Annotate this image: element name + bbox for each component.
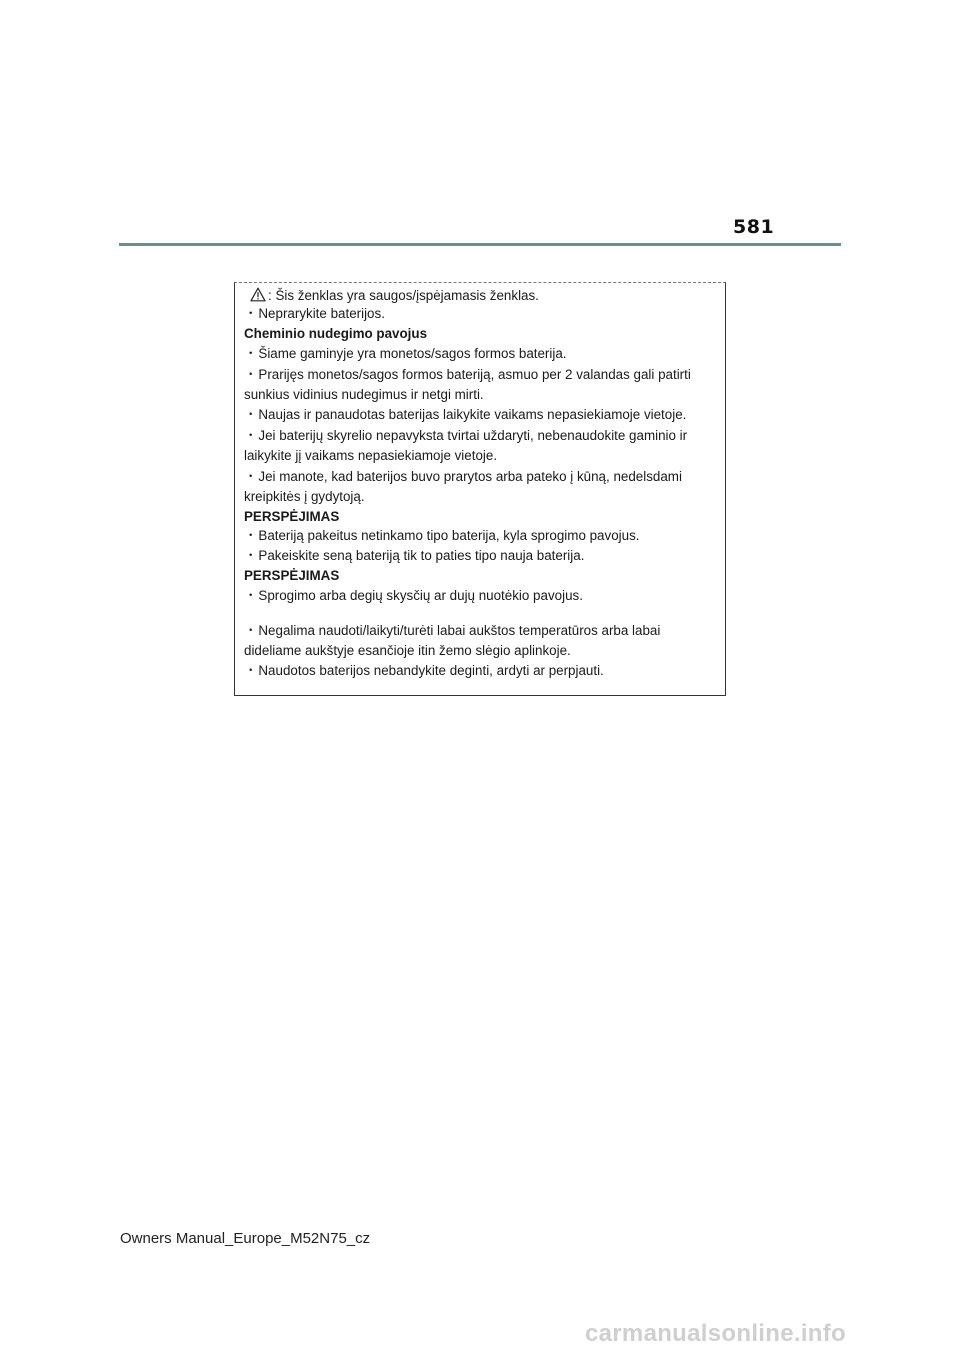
warning-line-text: ・ Sprogimo arba degių skysčių ar dujų nuotėkio pavojus. [244, 588, 583, 603]
warning-line-text: ・ Neprarykite baterijos. [244, 306, 385, 321]
warning-line-text: dideliame aukštyje esančioje itin žemo slėgio aplinkoje. [244, 643, 571, 658]
safety-symbol-text: : Šis ženklas yra saugos/įspėjamasis ženklas. [268, 288, 539, 303]
warning-line-text: Cheminio nudegimo pavojus [244, 326, 428, 341]
battery-warning-box [234, 282, 726, 696]
warning-line-text: ・ Pakeiskite seną bateriją tik to paties tipo nauja baterija. [244, 548, 584, 563]
warning-line [244, 306, 385, 322]
warning-line-text: ・ Naudotos baterijos nebandykite deginti, ardyti ar perpjauti. [244, 663, 604, 678]
footer-manual-id: Owners Manual_Europe_M52N75_cz [120, 1230, 371, 1247]
warning-line [244, 367, 691, 383]
warning-line [244, 643, 571, 659]
warning-line-text: ・ Naujas ir panaudotas baterijas laikykite vaikams nepasiekiamoje vietoje. [244, 407, 686, 422]
warning-line-text: kreipkitės į gydytoją. [244, 489, 365, 504]
warning-line [244, 663, 604, 679]
watermark: carmanualsonline.info [585, 1320, 847, 1347]
warning-line [244, 387, 484, 403]
safety-symbol-line [250, 287, 539, 306]
warning-heading [244, 568, 339, 584]
page-number: 581 [733, 216, 775, 238]
warning-line [244, 346, 567, 362]
header-rule [119, 243, 841, 246]
warning-line-text: ・ Bateriją pakeitus netinkamo tipo baterija, kyla sprogimo pavojus. [244, 528, 639, 543]
warning-line-text: ・ Negalima naudoti/laikyti/turėti labai aukštos temperatūros arba labai [244, 623, 660, 638]
warning-line [244, 548, 584, 564]
warning-line-text: laikykite jį vaikams nepasiekiamoje vietoje. [244, 448, 498, 463]
warning-line-text: ・ Šiame gaminyje yra monetos/sagos formos baterija. [244, 346, 567, 361]
warning-line-text: sunkius vidinius nudegimus ir netgi mirti. [244, 387, 484, 402]
warning-line [244, 489, 365, 505]
warning-line [244, 469, 682, 485]
warning-line-text: PERSPĖJIMAS [244, 509, 340, 524]
warning-line-text: ・ Jei manote, kad baterijos buvo prarytos arba pateko į kūną, nedelsdami [244, 469, 682, 484]
warning-line-text: ・ Prarijęs monetos/sagos formos bateriją, asmuo per 2 valandas gali patirti [244, 367, 691, 382]
warning-heading [244, 326, 427, 342]
warning-line [244, 448, 497, 464]
warning-line [244, 528, 639, 544]
warning-line [244, 588, 583, 604]
warning-line [244, 428, 687, 444]
warning-line [244, 623, 660, 639]
warning-heading [244, 509, 339, 525]
warning-line-text: PERSPĖJIMAS [244, 568, 340, 583]
warning-triangle-icon [250, 287, 266, 306]
warning-line-text: ・ Jei baterijų skyrelio nepavyksta tvirtai uždaryti, nebenaudokite gaminio ir [244, 428, 687, 443]
warning-line [244, 407, 686, 423]
